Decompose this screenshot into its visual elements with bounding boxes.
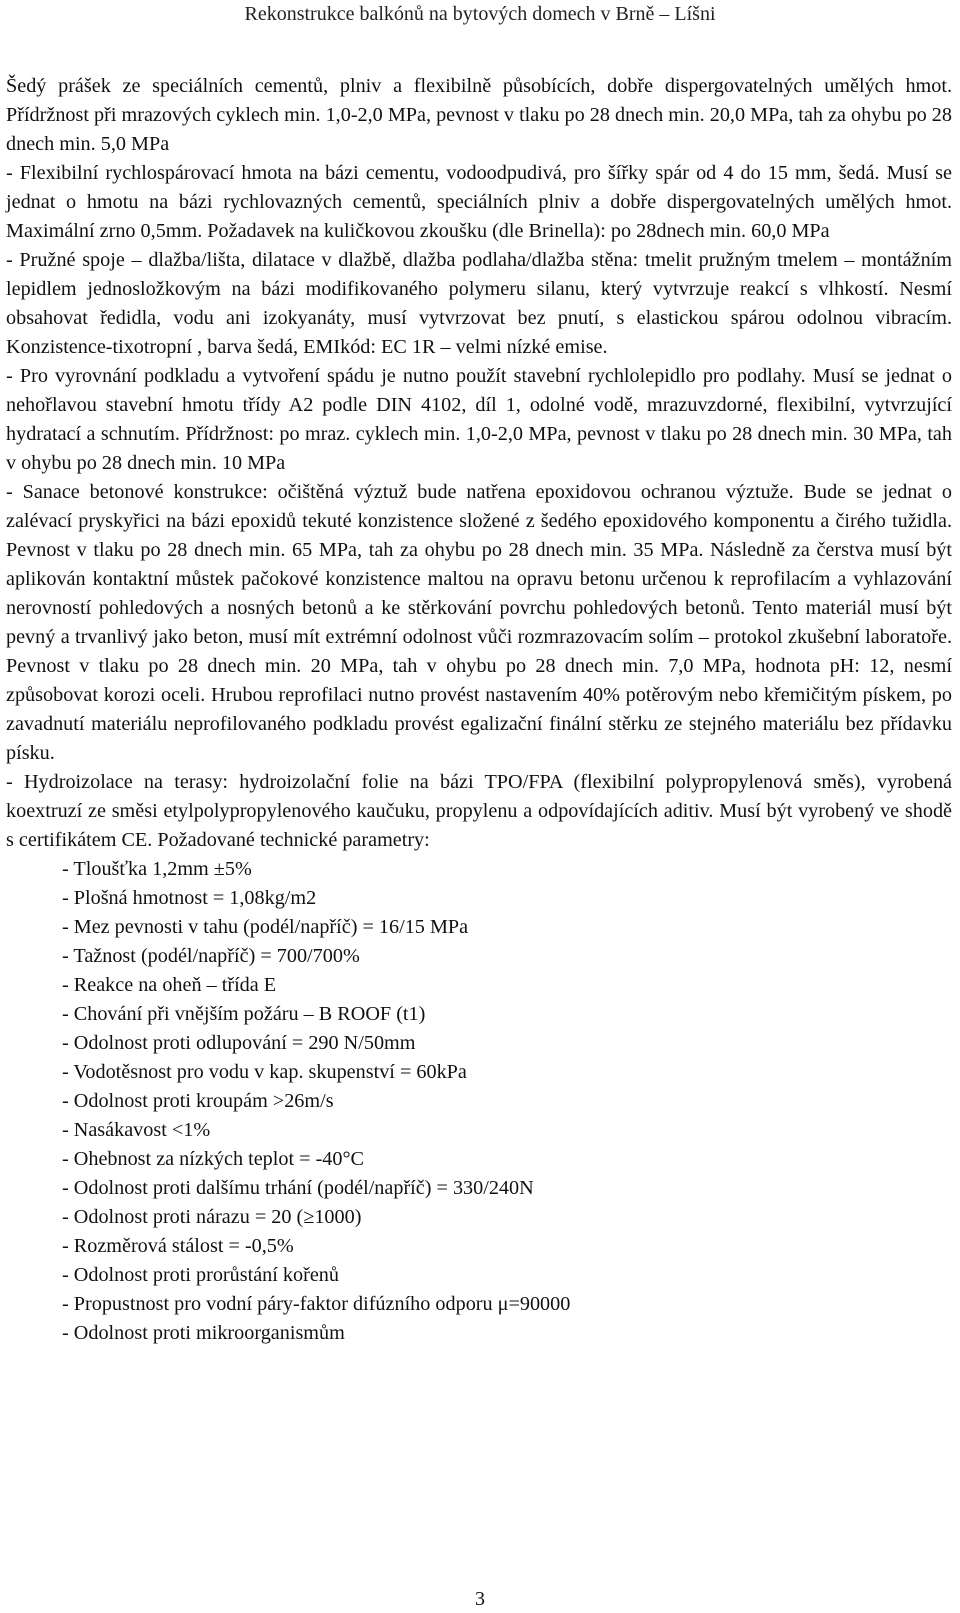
technical-parameters-list [6,855,952,1348]
parameter-item: - Odolnost proti nárazu = 20 (≥1000) [62,1206,362,1228]
parameter-item: - Odolnost proti kroupám >26m/s [62,1090,334,1112]
parameter-item: - Reakce na oheň – třída E [62,974,277,996]
parameter-item: - Nasákavost <1% [62,1119,211,1141]
parameter-item: - Vodotěsnost pro vodu v kap. skupenství = 60kPa [62,1061,467,1083]
paragraph-waterproofing: - Hydroizolace na terasy: hydroizolační folie na bázi TPO/FPA (flexibilní polypropylenová směs), vyrobená koextruzí ze směsi etylpolypropylenového kaučuku, propylenu a odpovídajících aditiv. Musí být vyrobený ve shodě s certifikátem CE. Požadované technické parametry: [6,771,952,851]
parameter-item: - Tloušťka 1,2mm ±5% [62,858,252,880]
parameter-item: - Plošná hmotnost = 1,08kg/m2 [62,887,317,909]
parameter-item: - Odolnost proti prorůstání kořenů [62,1264,339,1286]
parameter-item: - Odolnost proti dalšímu trhání (podél/napříč) = 330/240N [62,1177,534,1199]
paragraph-concrete-repair: - Sanace betonové konstrukce: očištěná výztuž bude natřena epoxidovou ochranou výztuže. Bude se jednat o zalévací pryskyřici na bázi epoxidů tekuté konzistence složené z šedého epoxidového komponentu a čirého tužidla. Pevnost v tlaku po 28 dnech min. 65 MPa, tah za ohybu po 28 dnech min. 35 MPa. Následně za čerstva musí být aplikován kontaktní můstek pačokové konzistence maltou na opravu betonu určenou k reprofilacím a vyhlazování nerovností pohledových a nosných betonů a ke stěrkování povrchu pohledových betonů. Tento materiál musí být pevný a trvanlivý jako beton, musí mít extrémní odolnost vůči rozmrazovacím solím – protokol zkušební laboratoře. Pevnost v tlaku po 28 dnech min. 20 MPa, tah v ohybu po 28 dnech min. 7,0 MPa, hodnota pH: 12, nesmí způsobovat korozi oceli. Hrubou reprofilaci nutno provést nastavením 40% potěrovým nebo křemičitým pískem, po zavadnutí materiálu neprofilovaného podkladu provést egalizační finální stěrku ze stejného materiálu bez přídavku písku. [6,481,952,764]
parameter-item: - Ohebnost za nízkých teplot = -40°C [62,1148,365,1170]
parameter-item: - Mez pevnosti v tahu (podél/napříč) = 16/15 MPa [62,916,469,938]
document-body [6,72,952,1348]
parameter-item: - Propustnost pro vodní páry-faktor difúzního odporu μ=90000 [62,1293,571,1315]
parameter-item: - Tažnost (podél/napříč) = 700/700% [62,945,360,967]
paragraph-leveling: - Pro vyrovnání podkladu a vytvoření spádu je nutno použít stavební rychlolepidlo pro podlahy. Musí se jednat o nehořlavou stavební hmotu třídy A2 podle DIN 4102, díl 1, odolné vodě, mrazuvzdorné, flexibilní, vytvrzující hydratací a schnutím. Přídržnost: po mraz. cyklech min. 1,0-2,0 MPa, pevnost v tlaku po 28 dnech min. 30 MPa, tah v ohybu po 28 dnech min. 10 MPa [6,365,952,474]
parameter-item: - Odolnost proti odlupování = 290 N/50mm [62,1032,416,1054]
parameter-item: - Chování při vnějším požáru – B ROOF (t1) [62,1003,426,1025]
page-header: Rekonstrukce balkónů na bytových domech v Brně – Líšni [244,3,716,25]
page-number: 3 [475,1588,485,1610]
parameter-item: - Odolnost proti mikroorganismům [62,1322,345,1344]
parameter-item: - Rozměrová stálost = -0,5% [62,1235,294,1257]
paragraph-elastic-joints: - Pružné spoje – dlažba/lišta, dilatace v dlažbě, dlažba podlaha/dlažba stěna: tmelit pružným tmelem – montážním lepidlem jednosložkovým na bázi modifikovaného polymeru silanu, který vytvrzuje reakcí s vlhkostí. Nesmí obsahovat ředidla, vodu ani izokyanáty, musí vytvrzovat bez pnutí, s elastickou spárou odolnou vibracím. Konzistence-tixotropní , barva šedá, EMIkód: EC 1R – velmi nízké emise. [6,249,952,358]
paragraph-spec-intro: Šedý prášek ze speciálních cementů, plniv a flexibilně působících, dobře dispergovatelných umělých hmot. Přídržnost při mrazových cyklech min. 1,0-2,0 MPa, pevnost v tlaku po 28 dnech min. 20,0 MPa, tah za ohybu po 28 dnech min. 5,0 MPa [6,75,952,155]
paragraph-grout: - Flexibilní rychlospárovací hmota na bázi cementu, vodoodpudivá, pro šířky spár od 4 do 15 mm, šedá. Musí se jednat o hmotu na bázi rychlovazných cementů, speciálních plniv a dobře dispergovatelných umělých hmot. Maximální zrno 0,5mm. Požadavek na kuličkovou zkoušku (dle Brinella): po 28dnech min. 60,0 MPa [6,162,952,242]
